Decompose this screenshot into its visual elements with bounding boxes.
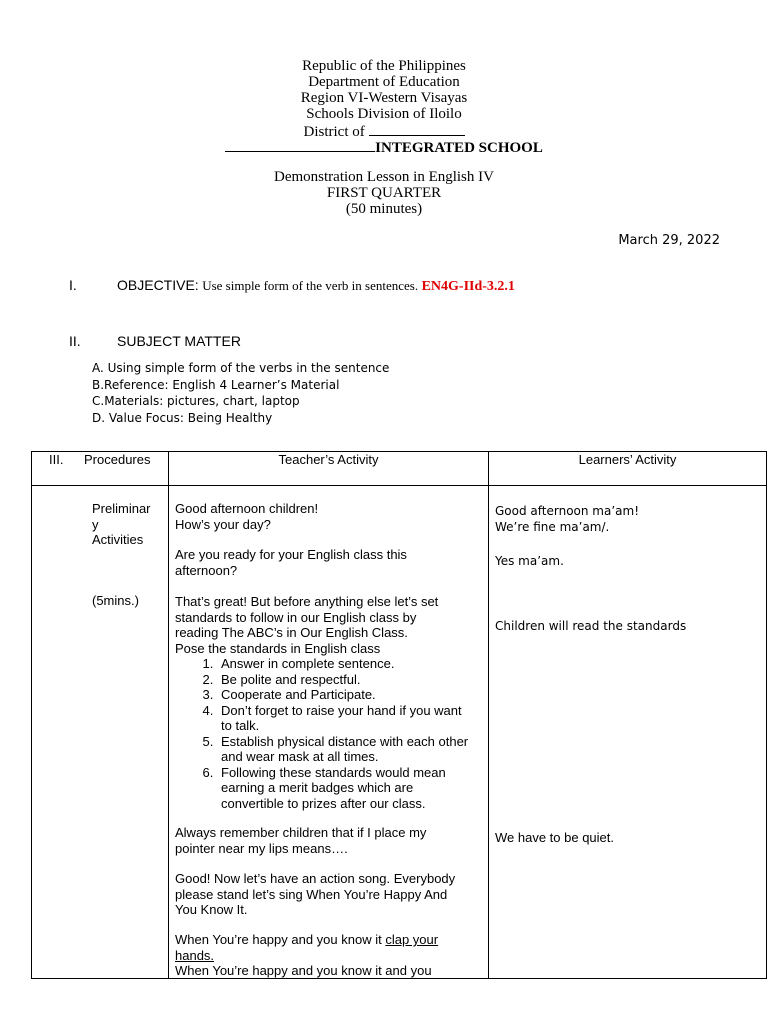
- objective-section: [117, 277, 515, 295]
- lyric-text: When You’re happy and you know it: [175, 932, 382, 947]
- subject-item: D. Value Focus: Being Healthy: [92, 410, 273, 425]
- standards-list: [169, 656, 469, 811]
- lesson-quarter: FIRST QUARTER: [326, 185, 442, 201]
- header-region: Region VI-Western Visayas: [300, 90, 468, 106]
- header-teacher-cell: [169, 452, 489, 486]
- header-learners-activity: Learners’ Activity: [578, 452, 677, 467]
- teacher-activity-cell: [169, 486, 489, 979]
- subject-label: SUBJECT MATTER: [117, 333, 241, 349]
- subject-matter-list: [92, 360, 389, 426]
- standard-item: 1. Answer in complete sentence.: [217, 656, 469, 672]
- teacher-action-song: [175, 871, 485, 918]
- learner-line: Good afternoon ma’am!: [495, 504, 640, 518]
- lyric-underlined: clap your: [385, 932, 439, 947]
- table-header-row: [32, 452, 767, 486]
- teacher-line: pointer near my lips means….: [175, 840, 348, 856]
- teacher-line: please stand let’s sing When You’re Happy And: [175, 886, 448, 902]
- header-procedures-cell: [32, 452, 169, 486]
- district-label: District of: [303, 124, 365, 140]
- header-republic: Republic of the Philippines: [302, 58, 466, 74]
- lyric-line: When You’re happy and you know it and you: [175, 963, 432, 978]
- teacher-line: Are you ready for your English class this: [175, 547, 407, 562]
- document-header: [0, 58, 768, 154]
- lesson-date: March 29, 2022: [618, 233, 720, 248]
- table-body-row: [32, 486, 767, 979]
- standard-item: 5. Establish physical distance with each other and wear mask at all times.: [217, 734, 469, 765]
- header-learners-cell: [489, 452, 767, 486]
- teacher-line: That’s great! But before anything else let’s set: [175, 594, 439, 609]
- teacher-line: How’s your day?: [175, 516, 271, 532]
- procedure-time: (5mins.): [92, 593, 139, 608]
- subject-number: II.: [69, 333, 81, 349]
- teacher-standards-intro: [175, 594, 485, 656]
- teacher-line: Pose the standards in English class: [175, 640, 381, 656]
- teacher-remember: [175, 825, 485, 856]
- teacher-line: You Know It.: [175, 902, 248, 917]
- teacher-line: Good afternoon children!: [175, 501, 319, 516]
- learners-activity-cell: [489, 486, 767, 979]
- procedures-cell: [32, 486, 169, 979]
- learner-response-greeting: [495, 503, 639, 535]
- lesson-title: [0, 169, 768, 217]
- teacher-line: afternoon?: [175, 562, 238, 578]
- procedure-line: Activities: [92, 532, 144, 547]
- header-district: [0, 122, 768, 138]
- learner-response-standards: Children will read the standards: [495, 619, 687, 633]
- teacher-line: reading The ABC’s in Our English Class.: [175, 625, 408, 640]
- lesson-title-line: Demonstration Lesson in English IV: [274, 169, 494, 185]
- school-blank: [225, 138, 375, 152]
- school-name: INTEGRATED SCHOOL: [375, 140, 543, 156]
- procedure-line: y: [92, 516, 99, 532]
- objective-code: EN4G-IId-3.2.1: [421, 279, 515, 294]
- subject-item: A. Using simple form of the verbs in the sentence: [92, 361, 390, 375]
- teacher-ready: [175, 547, 485, 578]
- subject-item: C.Materials: pictures, chart, laptop: [92, 394, 300, 408]
- teacher-line: Always remember children that if I place my: [175, 825, 427, 840]
- teacher-greeting: [175, 501, 485, 532]
- standard-item: 3. Cooperate and Participate.: [217, 687, 469, 703]
- procedure-line: Preliminar: [92, 501, 151, 516]
- header-teacher-activity: Teacher’s Activity: [278, 452, 379, 467]
- header-division: Schools Division of Iloilo: [306, 106, 462, 122]
- learner-response-quiet: We have to be quiet.: [495, 830, 615, 845]
- header-department: Department of Education: [308, 74, 460, 90]
- lyric-underlined: hands.: [175, 947, 215, 963]
- district-blank: [369, 122, 465, 136]
- header-procedures: Procedures: [84, 452, 151, 467]
- procedures-table: [31, 451, 767, 979]
- lesson-duration: (50 minutes): [345, 201, 423, 217]
- header-section-number: III.: [49, 452, 64, 467]
- objective-text: Use simple form of the verb in sentences.: [202, 278, 419, 293]
- learner-line: We’re fine ma’am/.: [495, 520, 610, 534]
- procedure-preliminary: [92, 501, 151, 548]
- standard-item: 6. Following these standards would mean earning a merit badges which are convertible to prizes after our class.: [217, 765, 469, 812]
- objective-number: I.: [69, 277, 77, 293]
- header-school: [0, 138, 768, 154]
- standard-item: 4. Don’t forget to raise your hand if you want to talk.: [217, 703, 469, 734]
- subject-item: B.Reference: English 4 Learner’s Material: [92, 377, 340, 392]
- teacher-line: Good! Now let’s have an action song. Everybody: [175, 871, 456, 886]
- teacher-line: standards to follow in our English class by: [175, 609, 417, 625]
- standards-list-wrap: [169, 656, 469, 811]
- objective-label: OBJECTIVE:: [117, 277, 199, 293]
- standard-item: 2. Be polite and respectful.: [217, 672, 469, 688]
- learner-response-ready: Yes ma’am.: [495, 554, 564, 568]
- teacher-song-lyrics: [175, 932, 485, 978]
- lyric-line: [175, 932, 485, 948]
